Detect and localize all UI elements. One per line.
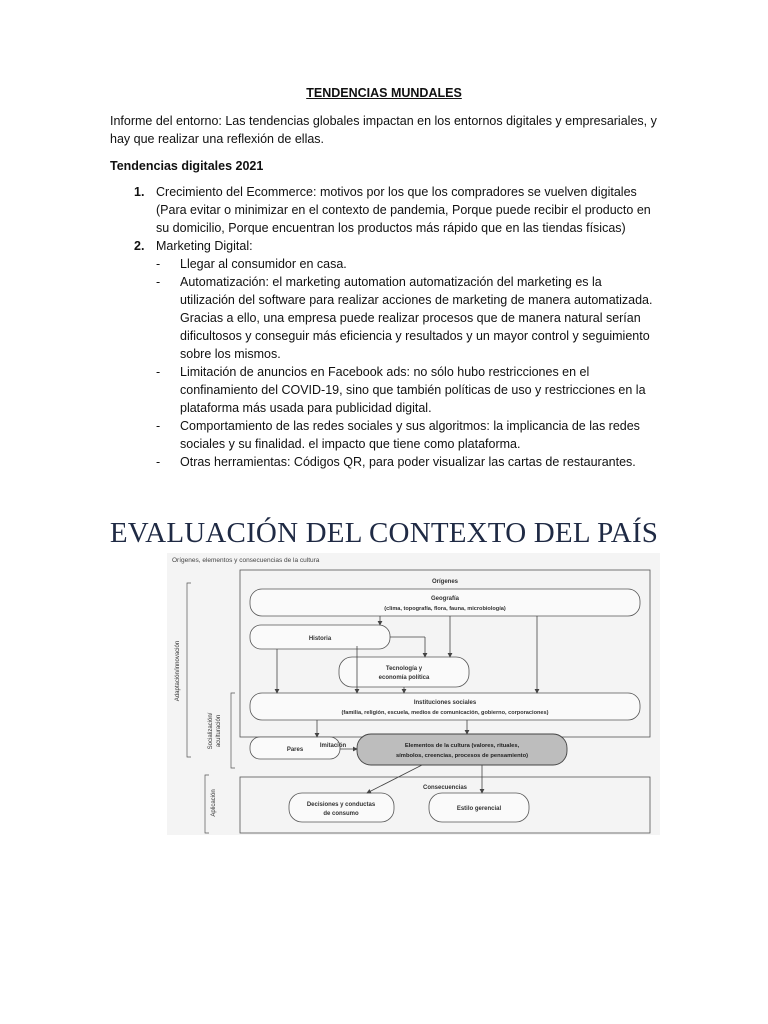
marketing-sublist [156, 255, 660, 471]
tecnologia-label: Tecnología y [385, 666, 423, 672]
imitacion-label: Imitación [319, 743, 347, 749]
elementos-label: Elementos de la cultura (valores, rituales, [404, 743, 520, 749]
dash-marker: - [156, 365, 161, 379]
elementos-box [357, 734, 567, 765]
sublist-item [156, 417, 660, 453]
dash-marker: - [156, 455, 161, 469]
decisiones-label: Decisiones y conductas [306, 802, 376, 808]
elementos-label-2: símbolos, creencias, procesos de pensamiento) [395, 753, 529, 759]
historia-label: Historia [308, 636, 332, 642]
sublist-text: Automatización: el marketing automation automatización del marketing es la utilización del software para realizar acciones de marketing de manera automatizada. Gracias a ello, una empresa puede realizar procesos que de manera natural serían dificultosos y conseguir más eficiencia y resultados y un mayor control y seguimiento sobre los mismos. [180, 275, 653, 361]
pares-label: Pares [286, 747, 304, 753]
sublist-item [156, 273, 660, 363]
adaptacion-bracket [187, 583, 191, 757]
tecnologia-label-2: economía política [378, 675, 430, 681]
sublist-text: Comportamiento de las redes sociales y sus algoritmos: la implicancia de las redes sociales y su finalidad. el impacto que tiene como plataforma. [180, 419, 640, 451]
estilo-label: Estilo gerencial [456, 806, 502, 812]
dash-marker: - [156, 275, 161, 289]
list-item-text: Crecimiento del Ecommerce: motivos por los que los compradores se vuelven digitales (Para evitar o minimizar en el contexto de pandemia, Porque puede recibir el producto en su domicilio, Porque encuentran los productos más rápido que en las tiendas físicas) [156, 185, 651, 235]
tecnologia-box [339, 657, 469, 687]
intro-paragraph: Informe del entorno: Las tendencias globales impactan en los entornos digitales y empresariales, y hay que realizar una reflexión de ellas. [110, 114, 657, 146]
geografia-label: Geografía [430, 596, 460, 602]
list-item [110, 237, 660, 471]
consecuencias-label: Consecuencias [422, 785, 468, 791]
list-number: 2. [134, 239, 145, 253]
sublist-text: Llegar al consumidor en casa. [180, 257, 347, 271]
adaptacion-label: Adaptación/innovación [175, 640, 181, 702]
document-title: TENDENCIAS MUNDALES [306, 86, 462, 100]
diagram-caption: Orígenes, elementos y consecuencias de la cultura [172, 557, 320, 564]
list-item [110, 183, 660, 237]
sublist-item [156, 363, 660, 417]
list-number: 1. [134, 185, 145, 199]
culture-diagram [167, 553, 660, 835]
dash-marker: - [156, 257, 161, 271]
sublist-text: Otras herramientas: Códigos QR, para poder visualizar las cartas de restaurantes. [180, 455, 636, 469]
decisiones-label-2: de consumo [323, 811, 359, 817]
sublist-item [156, 255, 660, 273]
aplicacion-label: Aplicación [211, 789, 217, 817]
socializacion-label: Socialización/ [208, 712, 214, 750]
origenes-label: Orígenes [431, 579, 459, 585]
dash-marker: - [156, 419, 161, 433]
sublist-item [156, 453, 660, 471]
trends-list [110, 183, 660, 471]
aplicacion-bracket [205, 775, 209, 833]
aculturacion-label: aculturación [216, 714, 222, 748]
culture-diagram-svg [167, 553, 660, 835]
geografia-detail: (clima, topografía, flora, fauna, microbiología) [384, 606, 506, 612]
evaluation-heading: EVALUACIÓN DEL CONTEXTO DEL PAÍS [109, 517, 659, 549]
sublist-text: Limitación de anuncios en Facebook ads: no sólo hubo restricciones en el confinamiento del COVID-19, sino que también políticas de uso y restricciones en la plataforma más usada para publicidad digital. [180, 365, 646, 415]
socializacion-bracket [231, 693, 235, 768]
instituciones-detail: (familia, religión, escuela, medios de comunicación, gobierno, corporaciones) [341, 710, 549, 716]
section-subtitle: Tendencias digitales 2021 [110, 159, 264, 173]
instituciones-label: Instituciones sociales [413, 700, 477, 706]
list-item-text: Marketing Digital: [156, 239, 253, 253]
